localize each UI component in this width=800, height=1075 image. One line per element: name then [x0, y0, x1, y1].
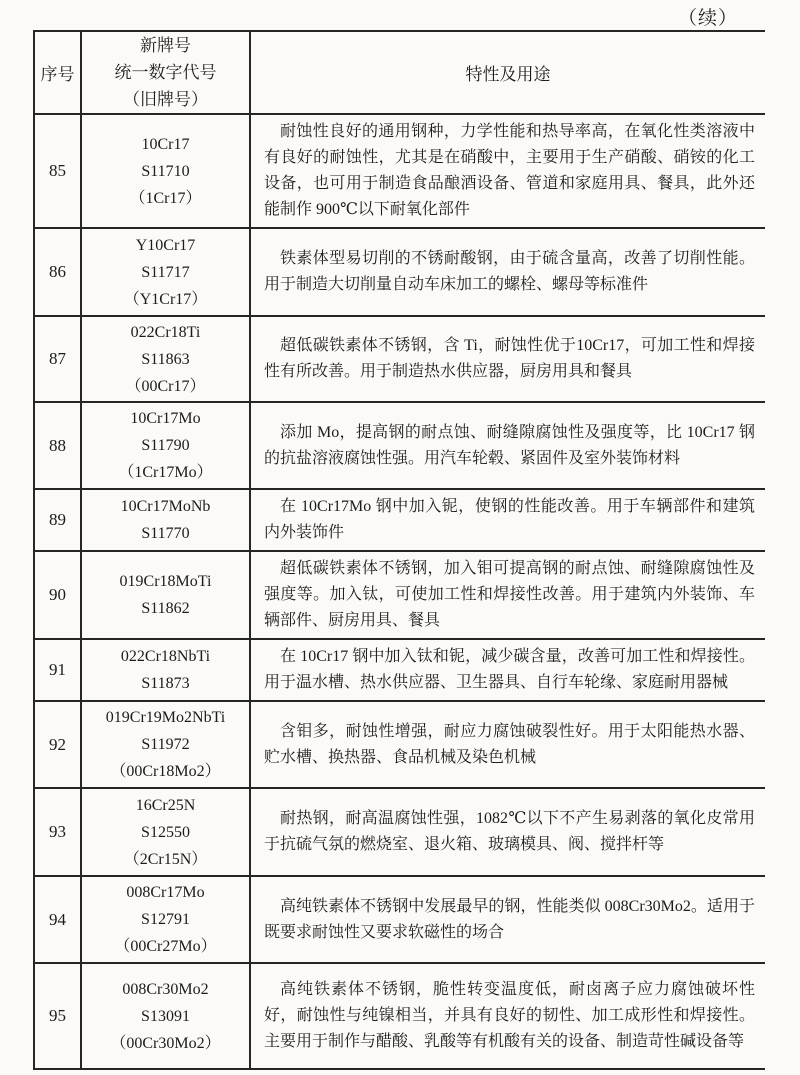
header-col-description: 特性及用途: [250, 31, 765, 114]
row-description-cell: [250, 963, 765, 1069]
grade-line: 008Cr17Mo: [126, 884, 205, 901]
grade-line: （1Cr17Mo）: [118, 464, 213, 481]
row-index: 85: [34, 114, 81, 228]
row-grade-cell: [81, 114, 250, 228]
row-index: 89: [34, 489, 81, 551]
row-grade-cell: [81, 489, 250, 551]
grade-line: S11863: [141, 350, 190, 368]
grade-line: （00Cr30Mo2）: [110, 1034, 221, 1052]
row-description-cell: [250, 701, 765, 788]
row-description-text: 超低碳铁素体不锈钢，加入钼可提高钢的耐点蚀、耐缝隙腐蚀性及强度等。加入钛，可使加工性和焊接性改善。用于建筑内外装饰、车辆部件、厨房用具、餐具: [264, 560, 755, 629]
grade-line: （Y1Cr17）: [123, 290, 208, 308]
header-row: [34, 31, 765, 114]
row-grade-cell: [81, 639, 250, 701]
row-grade-cell: [81, 963, 250, 1069]
grade-line: （00Cr27Mo）: [114, 938, 217, 955]
table-row: [34, 963, 765, 1069]
row-grade-cell: [81, 876, 250, 963]
row-index: 86: [34, 228, 81, 316]
grade-line: S12791: [141, 911, 190, 928]
row-description-cell: [250, 489, 765, 551]
row-description-text: 铁素体型易切削的不锈耐酸钢，由于硫含量高，改善了切削性能。用于制造大切削量自动车床加工的螺栓、螺母等标准件: [264, 250, 755, 293]
grade-line: 022Cr18Ti: [130, 323, 201, 341]
row-grade-cell: [81, 551, 250, 639]
row-description-cell: [250, 876, 765, 963]
table-row: [34, 489, 765, 551]
table-row: [34, 228, 765, 316]
header-col-grade: [81, 31, 250, 114]
row-description-text: 添加 Mo，提高钢的耐点蚀、耐缝隙腐蚀性及强度等，比 10Cr17 钢的抗盐溶液腐蚀性强。用汽车轮毂、紧固件及室外装饰材料: [264, 423, 755, 467]
row-description-cell: [250, 788, 765, 876]
grade-line: 019Cr18MoTi: [119, 573, 212, 590]
grade-line: S11770: [141, 525, 190, 542]
table-row: [34, 876, 765, 963]
row-description-text: 在 10Cr17Mo 钢中加入铌，使钢的性能改善。用于车辆部件和建筑内外装饰件: [264, 498, 755, 541]
grade-line: S11972: [141, 736, 190, 753]
grade-line: 019Cr19Mo2NbTi: [105, 709, 226, 726]
row-description-text: 在 10Cr17 钢中加入钛和铌，减少碳含量，改善可加工性和焊接性。用于温水槽、热水供应器、卫生器具、自行车轮缘、家庭耐用器械: [264, 648, 755, 691]
table-row: [34, 316, 765, 402]
header-grade-line-code: 统一数字代号: [114, 63, 217, 82]
grade-line: 16Cr25N: [135, 796, 196, 814]
row-description-text: 超低碳铁素体不锈钢，含 Ti，耐蚀性优于10Cr17，可加工性和焊接性有所改善。用于制造热水供应器，厨房用具和餐具: [264, 337, 755, 380]
grade-line: S11790: [141, 437, 190, 454]
row-index: 95: [34, 963, 81, 1069]
steel-grades-table: [33, 30, 765, 1070]
grade-line: S12550: [141, 823, 190, 841]
row-description-cell: [250, 316, 765, 402]
table-row: [34, 788, 765, 876]
table-row: [34, 639, 765, 701]
grade-line: S11710: [141, 162, 190, 180]
row-index: 91: [34, 639, 81, 701]
grade-line: （1Cr17）: [129, 189, 202, 207]
row-index: 93: [34, 788, 81, 876]
grade-line: 008Cr30Mo2: [122, 980, 209, 998]
table-row: [34, 701, 765, 788]
grade-line: （00Cr17）: [125, 377, 206, 395]
row-index: 87: [34, 316, 81, 402]
row-grade-cell: [81, 788, 250, 876]
row-grade-cell: [81, 402, 250, 489]
grade-line: S11862: [141, 600, 190, 617]
grade-line: （2Cr15N）: [123, 850, 208, 868]
row-description-text: 耐蚀性良好的通用钢种，力学性能和热导率高，在氧化性类溶液中有良好的耐蚀性，尤其是在硝酸中，主要用于生产硝酸、硝铵的化工设备，也可用于制造食品酿酒设备、管道和家庭用具、餐具，此外还能制作 900℃以下耐氧化部件: [264, 123, 755, 218]
row-description-text: 耐热钢，耐高温腐蚀性强，1082℃以下不产生易剥落的氧化皮常用于抗硫气氛的燃烧室、退火箱、玻璃模具、阀、搅拌杆等: [264, 810, 755, 853]
header-col-index: 序号: [34, 31, 81, 114]
grade-line: 10Cr17MoNb: [120, 498, 211, 515]
grade-line: 022Cr18NbTi: [120, 648, 211, 665]
grade-line: 10Cr17: [141, 135, 190, 153]
grade-line: 10Cr17Mo: [130, 410, 201, 427]
row-description-cell: [250, 228, 765, 316]
header-grade-line-old: （旧牌号）: [123, 90, 208, 109]
table-row: [34, 551, 765, 639]
row-grade-cell: [81, 228, 250, 316]
row-index: 94: [34, 876, 81, 963]
grade-line: （00Cr18Mo2）: [110, 763, 221, 780]
grade-line: S11717: [141, 263, 190, 281]
row-description-text: 高纯铁素体不锈钢中发展最早的钢，性能类似 008Cr30Mo2。适用于既要求耐蚀性又要求软磁性的场合: [264, 897, 755, 941]
row-description-cell: [250, 551, 765, 639]
row-description-text: 高纯铁素体不锈钢，脆性转变温度低，耐卤离子应力腐蚀破坏性好，耐蚀性与纯镍相当，并具有良好的韧性、加工成形性和焊接性。主要用于制作与醋酸、乳酸等有机酸有关的设备、制造苛性碱设备等: [264, 981, 755, 1050]
row-grade-cell: [81, 316, 250, 402]
table-row: [34, 114, 765, 228]
row-index: 90: [34, 551, 81, 639]
grade-line: S11873: [141, 675, 190, 692]
grade-line: S13091: [141, 1007, 190, 1025]
table-body: [34, 114, 765, 1069]
row-grade-cell: [81, 701, 250, 788]
table-row: [34, 402, 765, 489]
row-description-cell: [250, 114, 765, 228]
row-description-cell: [250, 639, 765, 701]
row-description-text: 含钼多，耐蚀性增强，耐应力腐蚀破裂性好。用于太阳能热水器、贮水槽、换热器、食品机械及染色机械: [264, 722, 755, 766]
continued-label: （续）: [677, 8, 738, 29]
row-index: 88: [34, 402, 81, 489]
grade-line: Y10Cr17: [135, 236, 196, 254]
row-index: 92: [34, 701, 81, 788]
row-description-cell: [250, 402, 765, 489]
header-grade-line-new: 新牌号: [140, 36, 191, 55]
